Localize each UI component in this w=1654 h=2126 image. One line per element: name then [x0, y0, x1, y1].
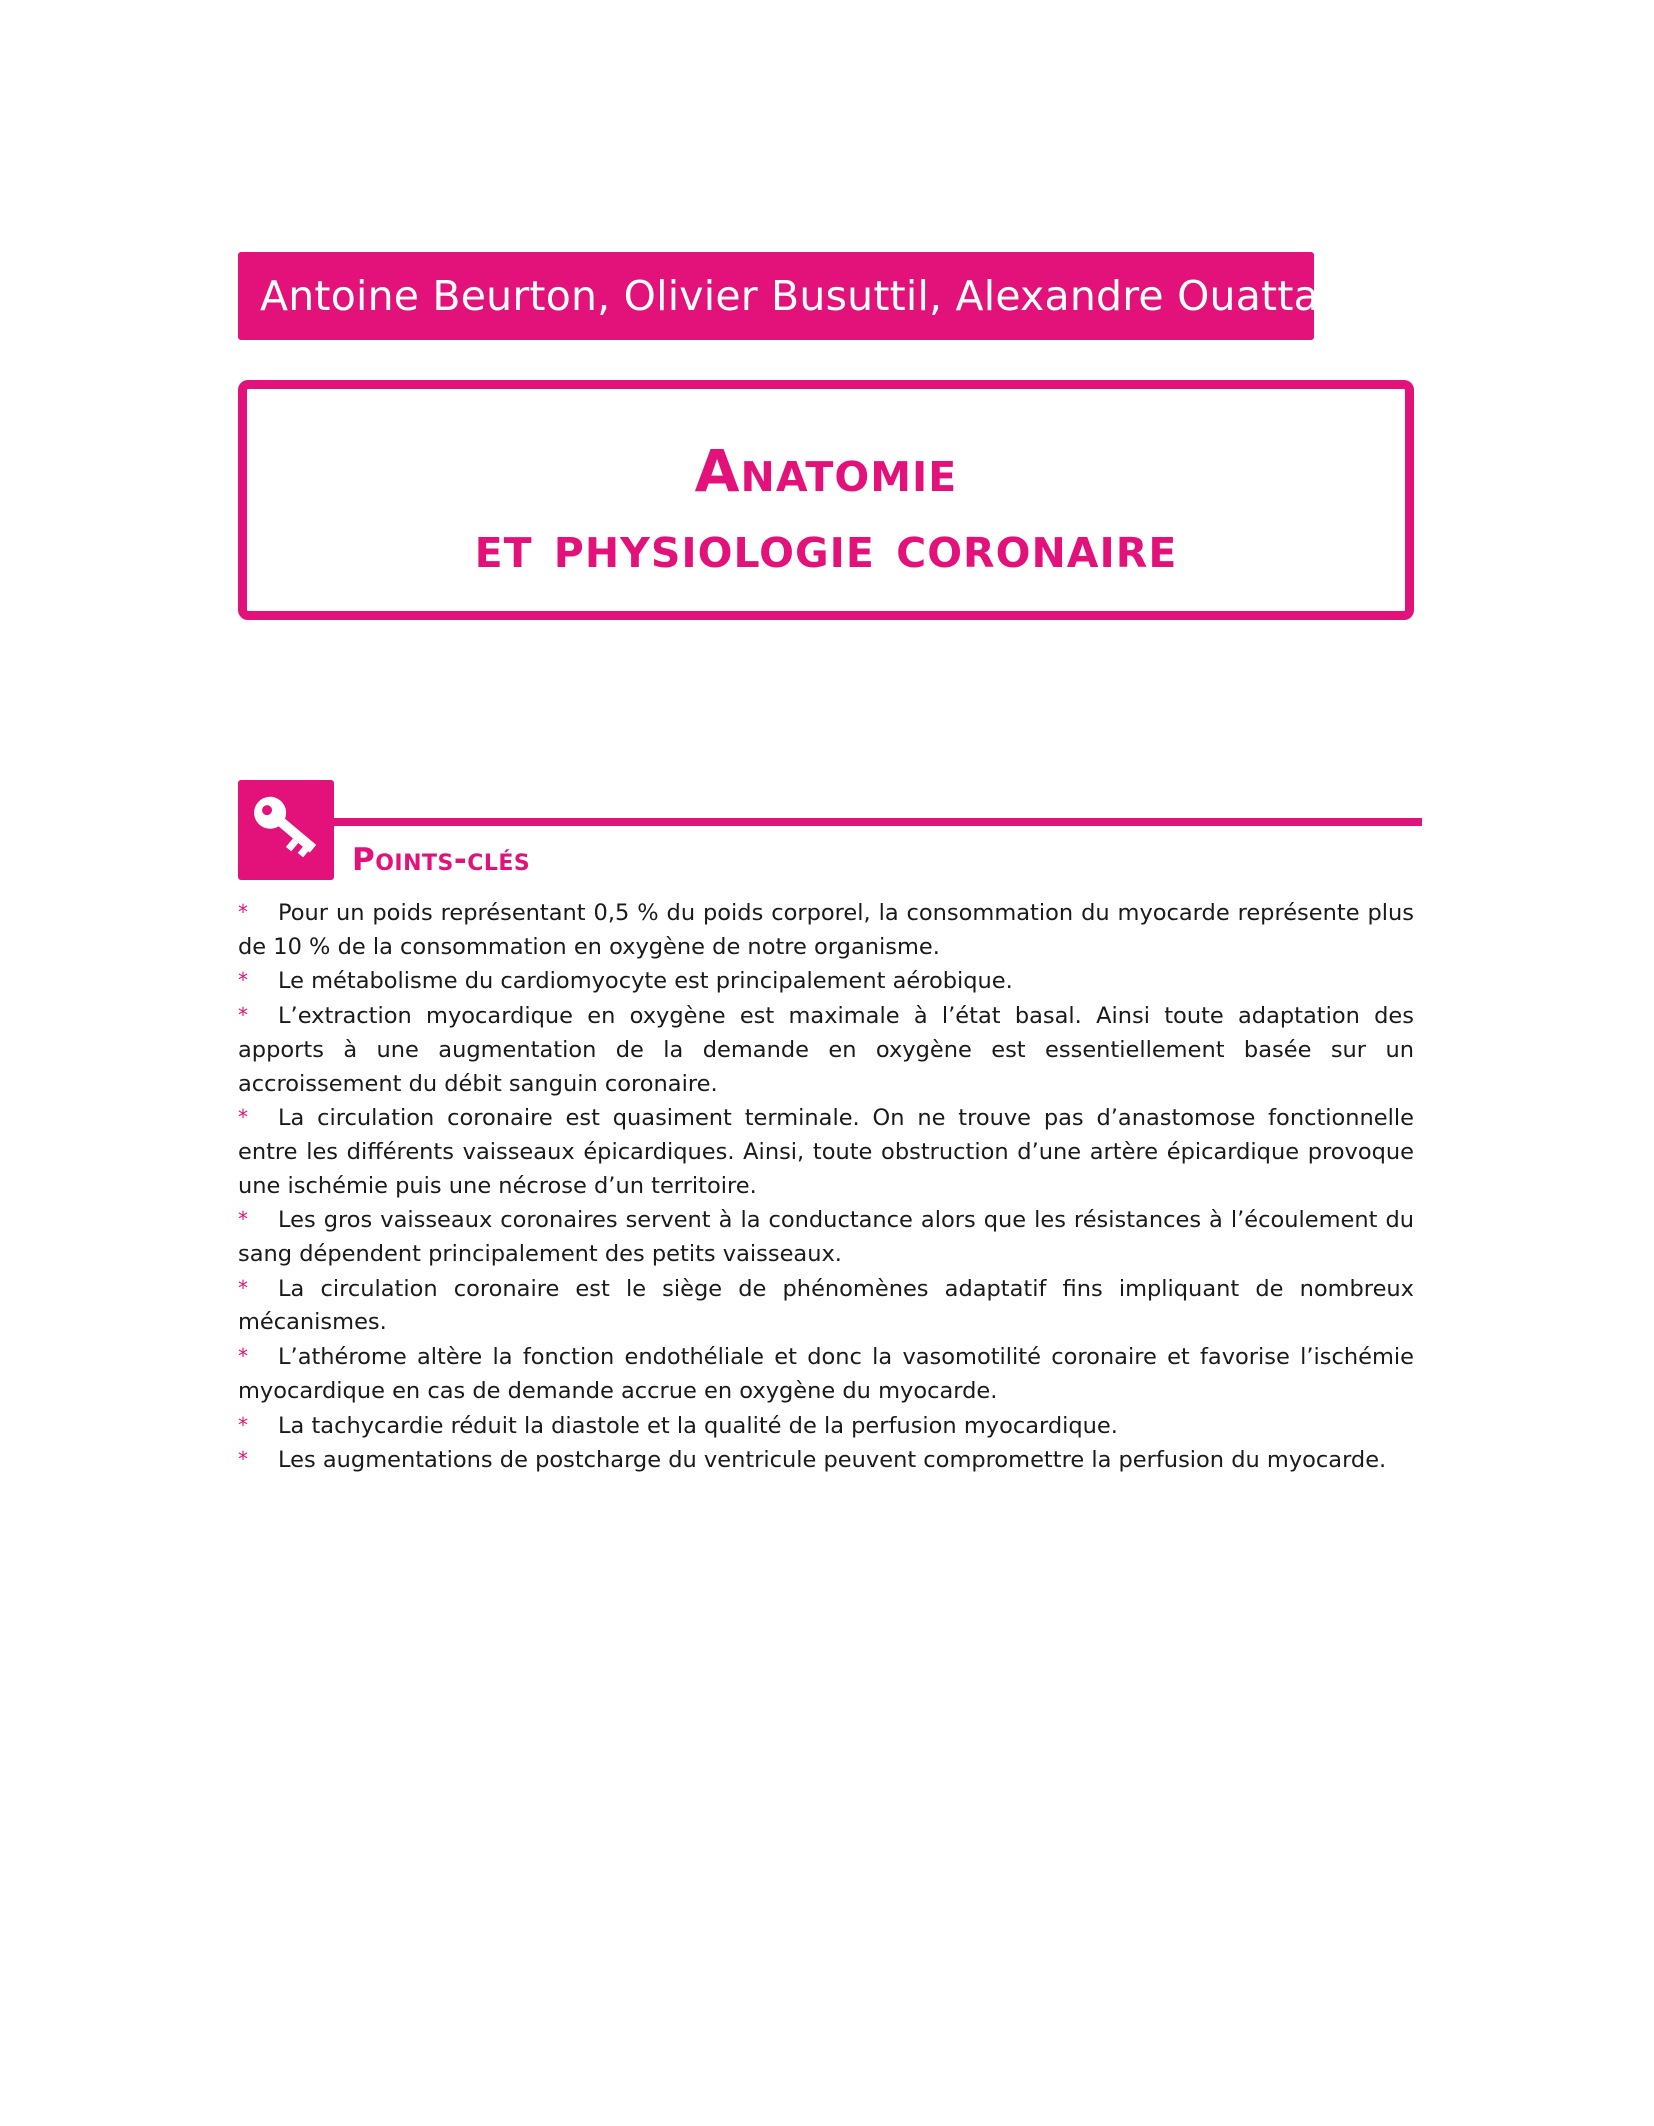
list-item-text: La circulation coronaire est quasiment terminale. On ne trouve pas d’anastomose fonctionnelle entre les différents vaisseaux épicardiques. Ainsi, toute obstruction d’une artère épicardique provoque une ischémie puis une nécrose d’un territoire.	[238, 1105, 1414, 1199]
list-item-text: Les augmentations de postcharge du ventricule peuvent compromettre la perfusion du myocarde.	[278, 1447, 1387, 1474]
chapter-title-box	[238, 380, 1414, 620]
list-item-text: Pour un poids représentant 0,5 % du poids corporel, la consommation du myocarde représente plus de 10 % de la consommation en oxygène de notre organisme.	[238, 900, 1414, 960]
star-bullet-icon: *	[238, 1412, 248, 1437]
star-bullet-icon: *	[238, 1447, 248, 1472]
chapter-title-line-2: et physiologie coronaire	[474, 513, 1178, 581]
star-bullet-icon: *	[238, 968, 248, 993]
list-item-text: La tachycardie réduit la diastole et la qualité de la perfusion myocardique.	[278, 1412, 1118, 1439]
key-points-list	[238, 896, 1414, 1478]
chapter-title-line-1: Anatomie	[694, 437, 958, 505]
list-item	[238, 1409, 1414, 1444]
star-bullet-icon: *	[238, 900, 248, 924]
list-item	[238, 964, 1414, 999]
section-rule	[334, 818, 1422, 826]
star-bullet-icon: *	[238, 1207, 248, 1232]
star-bullet-icon: *	[238, 1275, 248, 1300]
list-item	[238, 1340, 1414, 1408]
list-item	[238, 896, 1414, 964]
chapter-authors: Antoine Beurton, Olivier Busuttil, Alexandre Ouattara	[238, 252, 1314, 340]
star-bullet-icon: *	[238, 1105, 248, 1130]
list-item	[238, 1443, 1414, 1478]
list-item-text: La circulation coronaire est le siège de phénomènes adaptatif fins impliquant de nombreux mécanismes.	[238, 1275, 1414, 1336]
list-item	[238, 1101, 1414, 1203]
key-points-heading: Points-clés	[352, 842, 531, 878]
list-item-text: L’athérome altère la fonction endothéliale et donc la vasomotilité coronaire et favorise l’ischémie myocardique en cas de demande accrue en oxygène du myocarde.	[238, 1344, 1414, 1404]
star-bullet-icon: *	[238, 1003, 248, 1028]
list-item-text: Le métabolisme du cardiomyocyte est principalement aérobique.	[278, 968, 1013, 995]
key-icon	[238, 780, 334, 880]
star-bullet-icon: *	[238, 1344, 248, 1369]
list-item-text: Les gros vaisseaux coronaires servent à la conductance alors que les résistances à l’écoulement du sang dépendent principalement des petits vaisseaux.	[238, 1207, 1414, 1268]
list-item	[238, 1272, 1414, 1340]
list-item	[238, 1203, 1414, 1271]
list-item	[238, 999, 1414, 1101]
list-item-text: L’extraction myocardique en oxygène est maximale à l’état basal. Ainsi toute adaptation des apports à une augmentation de la demande en oxygène est essentiellement basée sur un accroissement du débit sanguin coronaire.	[238, 1003, 1414, 1097]
